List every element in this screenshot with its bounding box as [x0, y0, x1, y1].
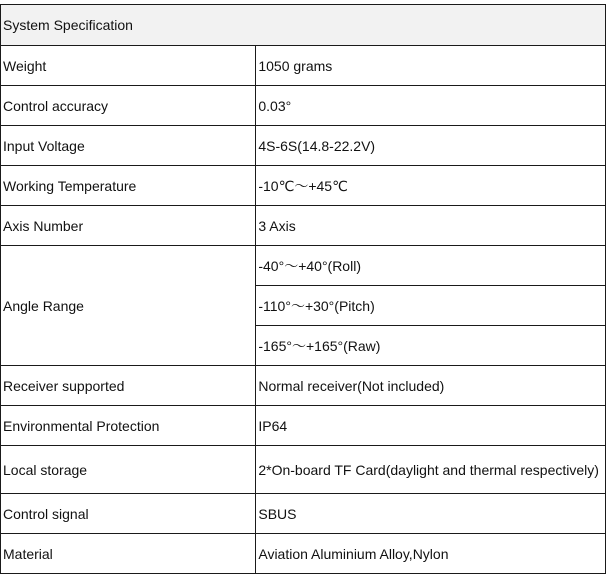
row-label: Axis Number	[1, 206, 256, 246]
row-value: Aviation Aluminium Alloy,Nylon	[256, 534, 606, 574]
table-row	[1, 534, 606, 574]
row-label: Working Temperature	[1, 166, 256, 206]
row-label: Material	[1, 534, 256, 574]
row-label: Input Voltage	[1, 126, 256, 166]
row-label: Control accuracy	[1, 86, 256, 126]
row-label: Environmental Protection	[1, 406, 256, 446]
row-value: SBUS	[256, 494, 606, 534]
row-value: 0.03°	[256, 86, 606, 126]
table-row	[1, 246, 606, 286]
angle-pitch-value: -110°～+30°(Pitch)	[256, 286, 606, 326]
table-row	[1, 46, 606, 86]
table-title: System Specification	[1, 5, 606, 46]
table-row	[1, 366, 606, 406]
row-value: -10℃～+45℃	[256, 166, 606, 206]
table-row	[1, 446, 606, 494]
table-row	[1, 86, 606, 126]
table-row	[1, 406, 606, 446]
row-label: Angle Range	[1, 246, 256, 366]
table-header-row	[1, 5, 606, 46]
row-label: Weight	[1, 46, 256, 86]
table-row	[1, 166, 606, 206]
angle-raw-value: -165°～+165°(Raw)	[256, 326, 606, 366]
row-label: Control signal	[1, 494, 256, 534]
row-value: 4S-6S(14.8-22.2V)	[256, 126, 606, 166]
angle-roll-value: -40°～+40°(Roll)	[256, 246, 606, 286]
row-value: 3 Axis	[256, 206, 606, 246]
table-row	[1, 126, 606, 166]
spec-table	[0, 4, 606, 574]
row-value: IP64	[256, 406, 606, 446]
row-label: Receiver supported	[1, 366, 256, 406]
row-value: 2*On-board TF Card(daylight and thermal respectively)	[256, 446, 606, 494]
table-row	[1, 206, 606, 246]
table-row	[1, 494, 606, 534]
row-value: Normal receiver(Not included)	[256, 366, 606, 406]
row-value: 1050 grams	[256, 46, 606, 86]
row-label: Local storage	[1, 446, 256, 494]
